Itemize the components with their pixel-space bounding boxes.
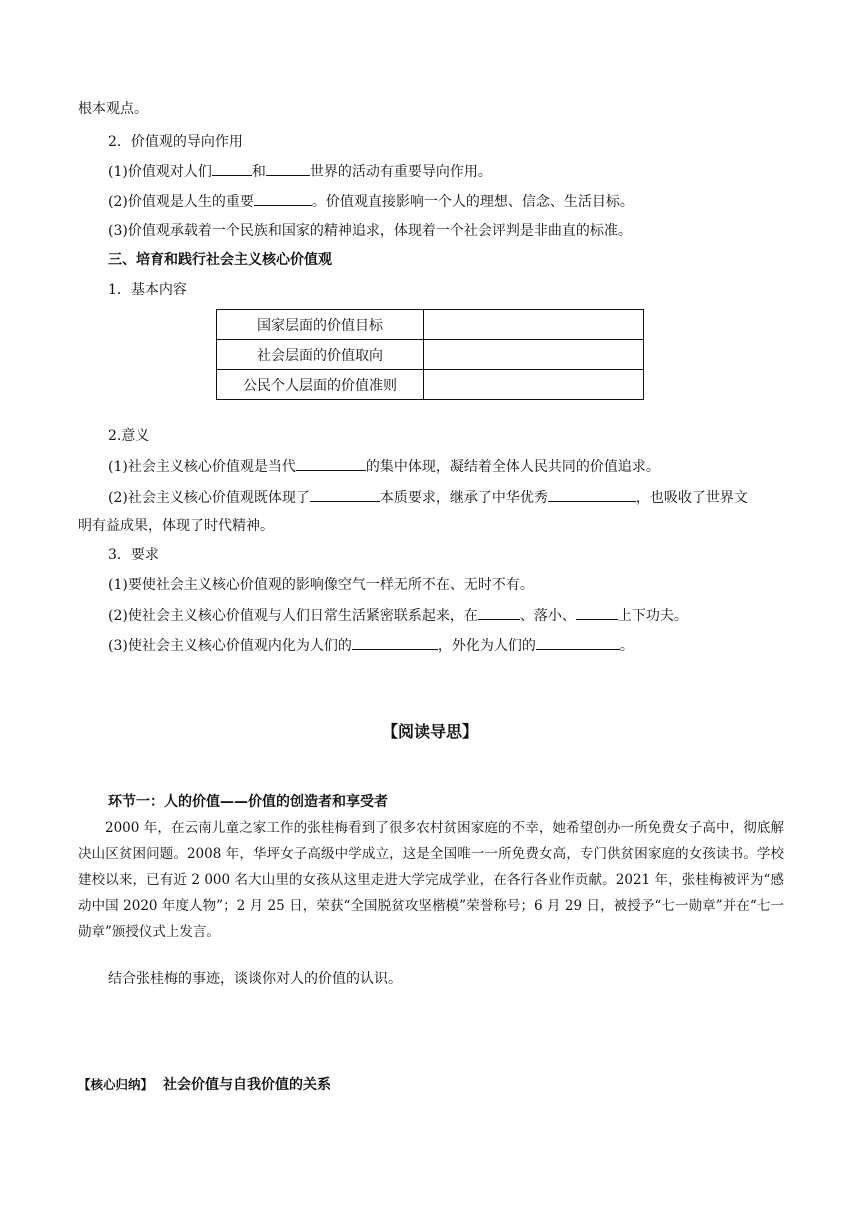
answer-blank[interactable] — [536, 635, 620, 650]
answer-blank[interactable] — [352, 635, 438, 650]
table-answer-cell[interactable] — [424, 340, 644, 370]
table-row — [217, 310, 644, 340]
answer-blank[interactable] — [212, 161, 252, 176]
reading-title: 【阅读导思】 — [381, 722, 478, 741]
answer-blank[interactable] — [548, 487, 636, 502]
text-line: (2)社会主义核心价值观既体现了 本质要求，继承了中华优秀 ，也吸收了世界文 — [108, 487, 748, 508]
core-summary — [78, 1075, 331, 1095]
basic-content-table — [216, 309, 644, 400]
text-line: (2)价值观是人生的重要 。价值观直接影响一个人的理想、信念、生活目标。 — [108, 191, 634, 212]
text-line: 明有益成果，体现了时代精神。 — [78, 518, 274, 534]
answer-blank[interactable] — [478, 605, 520, 620]
table-row — [217, 340, 644, 370]
link1-title: 环节一：人的价值——价值的创造者和享受者 — [108, 794, 388, 810]
text-line: (3)价值观承载着一个民族和国家的精神追求，体现着一个社会评判是非曲直的标准。 — [108, 223, 632, 239]
answer-blank[interactable] — [296, 456, 366, 471]
text-line: (1)要使社会主义核心价值观的影响像空气一样无所不在、无时不有。 — [108, 577, 534, 593]
table-row — [217, 370, 644, 400]
text-line: (1)社会主义核心价值观是当代 的集中体现，凝结着全体人民共同的价值追求。 — [108, 456, 660, 477]
table-answer-cell[interactable] — [424, 370, 644, 400]
section-heading: 2.意义 — [108, 428, 150, 444]
case-paragraph: 2000 年，在云南儿童之家工作的张桂梅看到了很多农村贫困家庭的不幸，她希望创办一所免费女子高中，彻底解决山区贫困问题。2008 年，华坪女子高级中学成立，这是全国唯一一所免费女高，专门供贫困家庭的女孩读书。学校建校以来，已有近 2 000 名大山里的女孩从这里走进大学完成学业，在各行各业作贡献。2021 年，张桂梅被评为“感动中国 2020 年度人物”；2 月 25 日，荣获“全国脱贫攻坚楷模”荣誉称号；6 月 29 日，被授予“七一勋章”并在“七一勋章”颁授仪式上发言。 — [78, 820, 784, 940]
question-text: 结合张桂梅的事迹，谈谈你对人的价值的认识。 — [108, 971, 402, 987]
table-answer-cell[interactable] — [424, 310, 644, 340]
core-tag: 【核心归纳】 — [78, 1077, 154, 1092]
section-heading: 3．要求 — [108, 547, 159, 563]
answer-blank[interactable] — [266, 161, 310, 176]
text-line: 根本观点。 — [78, 101, 148, 117]
section-heading: 1．基本内容 — [108, 282, 187, 298]
table-label: 国家层面的价值目标 — [217, 310, 424, 340]
answer-blank[interactable] — [254, 191, 312, 206]
part-heading: 三、培育和践行社会主义核心价值观 — [108, 252, 332, 268]
section-heading: 2．价值观的导向作用 — [108, 134, 243, 150]
core-title: 社会价值与自我价值的关系 — [163, 1077, 332, 1093]
text-line: (1)价值观对人们 和 世界的活动有重要导向作用。 — [108, 161, 492, 182]
text-line: (2)使社会主义核心价值观与人们日常生活紧密联系起来，在 、落小、 上下功夫。 — [108, 605, 688, 626]
table-label: 社会层面的价值取向 — [217, 340, 424, 370]
answer-blank[interactable] — [310, 487, 380, 502]
text-line: (3)使社会主义核心价值观内化为人们的 ，外化为人们的 。 — [108, 635, 634, 656]
answer-blank[interactable] — [576, 605, 618, 620]
table-label: 公民个人层面的价值准则 — [217, 370, 424, 400]
